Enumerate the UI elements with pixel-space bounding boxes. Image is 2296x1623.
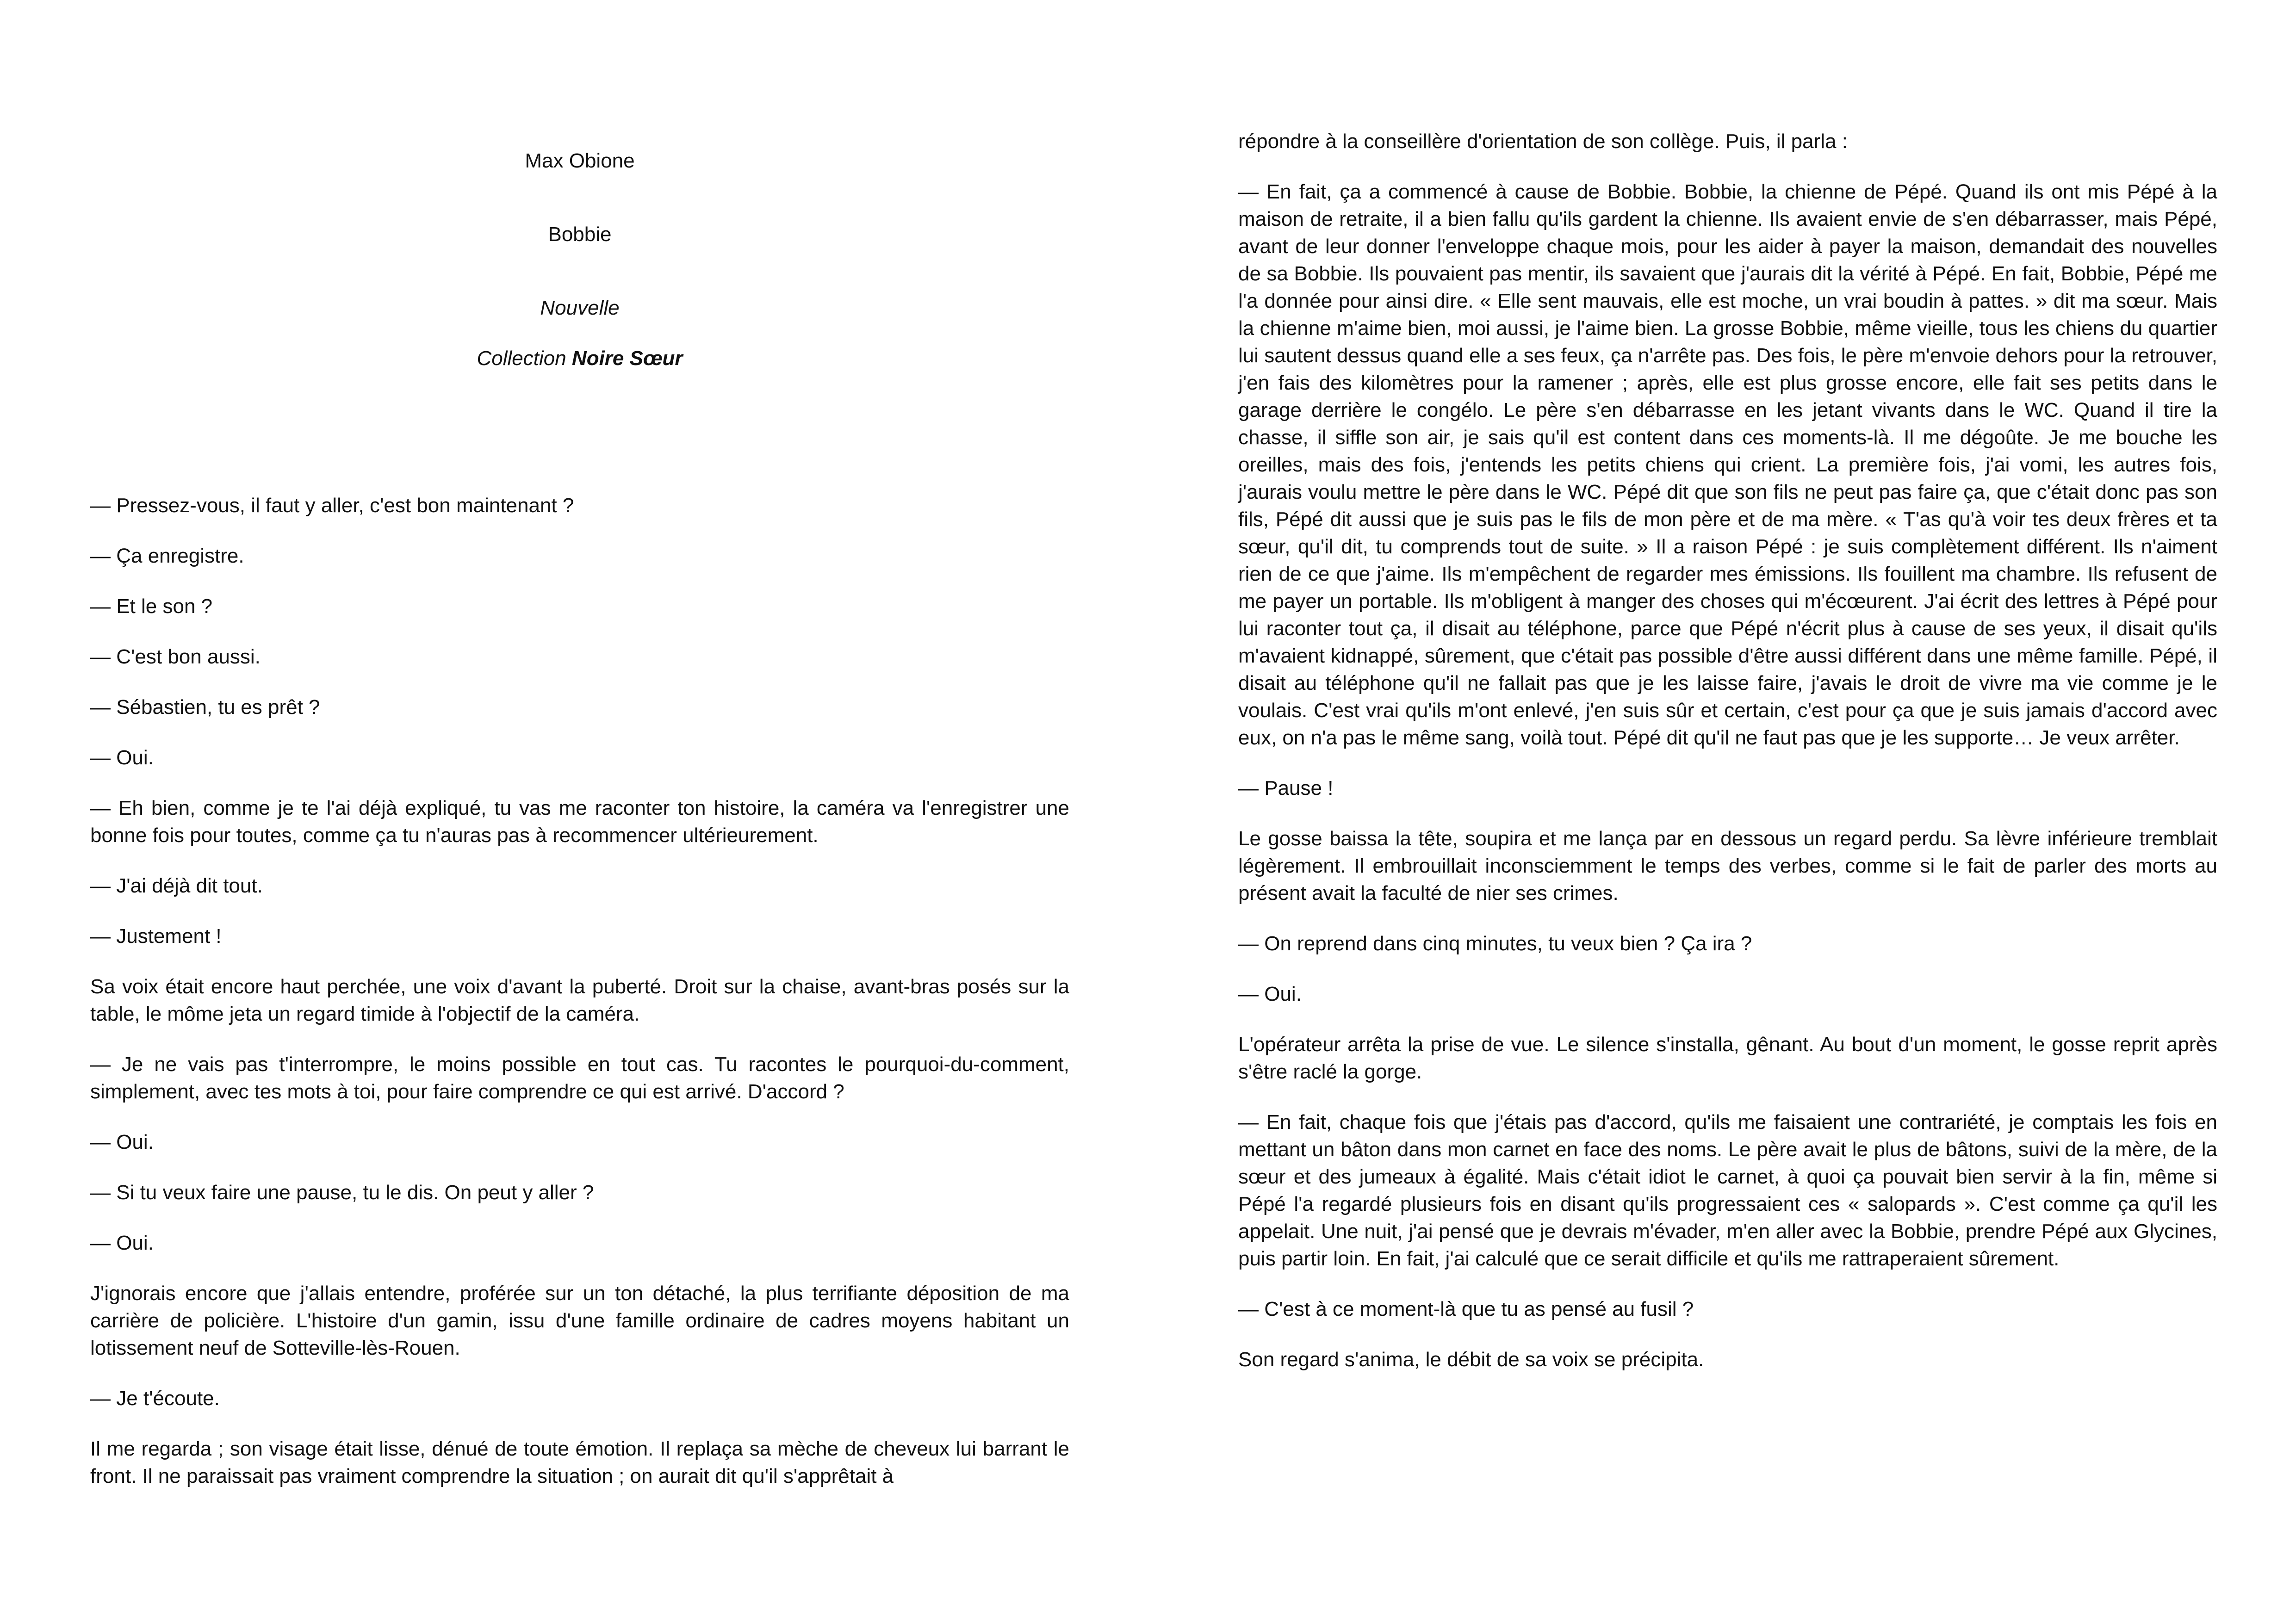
paragraph: — Je ne vais pas t'interrompre, le moins possible en tout cas. Tu racontes le pourquoi-du-comment, simplement, avec tes mots à toi, pour faire comprendre ce qui est arrivé. D'accord ? [90, 1053, 1069, 1103]
title-block [90, 147, 1069, 372]
collection-name: Noire Sœur [571, 347, 683, 370]
paragraph: L'opérateur arrêta la prise de vue. Le silence s'installa, gênant. Au bout d'un moment, le gosse reprit après s'être raclé la gorge. [1238, 1033, 2217, 1083]
paragraph: Son regard s'anima, le débit de sa voix se précipita. [1238, 1348, 1704, 1371]
paragraph: — Justement ! [90, 925, 222, 948]
paragraph: Il me regarda ; son visage était lisse, dénué de toute émotion. Il replaça sa mèche de cheveux lui barrant le front. Il ne paraissait pas vraiment comprendre la situation ; on aurait dit qu'il s'apprêtait à [90, 1437, 1069, 1487]
paragraph: Sa voix était encore haut perchée, une voix d'avant la puberté. Droit sur la chaise, avant-bras posés sur la table, le môme jeta un regard timide à l'objectif de la caméra. [90, 975, 1069, 1025]
paragraph: — Si tu veux faire une pause, tu le dis. On peut y aller ? [90, 1181, 594, 1204]
paragraph: — C'est à ce moment-là que tu as pensé au fusil ? [1238, 1298, 1694, 1320]
paragraph: — Ça enregistre. [90, 545, 244, 567]
genre-label: Nouvelle [540, 297, 620, 319]
paragraph: J'ignorais encore que j'allais entendre, proférée sur un ton détaché, la plus terrifiante déposition de ma carrière de policière. L'histoire d'un gamin, issu d'une famille ordinaire de cadres moyens habitant un lotissement neuf de Sotteville-lès-Rouen. [90, 1282, 1069, 1359]
right-page-text [1238, 128, 2217, 1373]
paragraph: — Pressez-vous, il faut y aller, c'est bon maintenant ? [90, 494, 574, 517]
left-page-text [90, 492, 1069, 1490]
paragraph: Le gosse baissa la tête, soupira et me lança par en dessous un regard perdu. Sa lèvre inférieure tremblait légèrement. Il embrouillait inconsciemment le temps des verbes, comme si le fait de parler des morts au présent avait la faculté de nier ses crimes. [1238, 827, 2217, 904]
paragraph: répondre à la conseillère d'orientation de son collège. Puis, il parla : [1238, 130, 1848, 153]
right-page [1148, 0, 2296, 1623]
paragraph: — C'est bon aussi. [90, 645, 261, 668]
author-name: Max Obione [525, 149, 635, 172]
paragraph: — Oui. [90, 746, 154, 769]
paragraph: — Et le son ? [90, 595, 213, 618]
paragraph: — On reprend dans cinq minutes, tu veux bien ? Ça ira ? [1238, 932, 1752, 955]
story-title: Bobbie [548, 223, 612, 246]
paragraph: — Eh bien, comme je te l'ai déjà expliqué, tu vas me raconter ton histoire, la caméra va l'enregistrer une bonne fois pour toutes, comme ça tu n'auras pas à recommencer ultérieurement. [90, 797, 1069, 847]
collection-line [90, 345, 1069, 372]
paragraph: — Oui. [90, 1232, 154, 1254]
collection-prefix: Collection [477, 347, 572, 370]
paragraph: — Oui. [1238, 983, 1302, 1005]
paragraph: — Oui. [90, 1131, 154, 1153]
paragraph: — En fait, ça a commencé à cause de Bobbie. Bobbie, la chienne de Pépé. Quand ils ont mis Pépé à la maison de retraite, il a bien fallu qu'ils gardent la chienne. Ils avaient envie de s'en débarrasser, mais Pépé, avant de leur donner l'enveloppe chaque mois, pour les aider à payer la maison, demandait des nouvelles de sa Bobbie. Ils pouvaient pas mentir, ils savaient que j'aurais dit la vérité à Pépé. En fait, Bobbie, Pépé me l'a donnée pour ainsi dire. « Elle sent mauvais, elle est moche, un vrai boudin à pattes. » dit ma sœur. Mais la chienne m'aime bien, moi aussi, je l'aime bien. La grosse Bobbie, même vieille, tous les chiens du quartier lui sautent dessus quand elle a ses feux, ça n'arrête pas. Des fois, le père m'envoie dehors pour la retrouver, j'en fais des kilomètres pour la ramener ; après, elle est plus grosse encore, elle fait ses petits dans le garage derrière le congélo. Le père s'en débarrasse en les jetant vivants dans le WC. Quand il tire la chasse, il siffle son air, je sais qu'il est content dans ces moments-là. Il me dégoûte. Je me bouche les oreilles, mais des fois, j'entends les petits chiens qui crient. La première fois, j'ai vomi, les autres fois, j'aurais voulu mettre le père dans le WC. Pépé dit que son fils ne peut pas faire ça, que c'était donc pas son fils, Pépé dit aussi que je suis pas le fils de mon père et de ma mère. « T'as qu'à voir tes deux frères et ta sœur, qu'il dit, tu comprends tout de suite. » Il a raison Pépé : je suis complètement différent. Ils n'aiment rien de ce que j'aime. Ils m'empêchent de regarder mes émissions. Ils fouillent ma chambre. Ils refusent de me payer un portable. Ils m'obligent à manger des choses qui m'écœurent. J'ai écrit des lettres à Pépé pour lui raconter tout ça, il disait au téléphone, parce que Pépé n'écrit plus à cause de ses yeux, il disait qu'ils m'avaient kidnappé, sûrement, que c'était pas possible d'être aussi différent dans une même famille. Pépé, il disait au téléphone qu'il ne fallait pas que je les laisse faire, j'avais le droit de vivre ma vie comme je le voulais. C'est vrai qu'ils m'ont enlevé, j'en suis sûr et certain, c'est pour ça que je suis jamais d'accord avec eux, on n'a pas le même sang, voilà tout. Pépé dit qu'il ne faut pas que je les supporte… Je veux arrêter. [1238, 180, 2217, 749]
paragraph: — Sébastien, tu es prêt ? [90, 696, 320, 719]
paragraph: — En fait, chaque fois que j'étais pas d'accord, qu'ils me faisaient une contrariété, je comptais les fois en mettant un bâton dans mon carnet en face des noms. Le père avait le plus de bâtons, suivi de la mère, de la sœur et des jumeaux à égalité. Mais c'était idiot le carnet, à quoi ça pouvait bien servir à la fin, même si Pépé l'a regardé plusieurs fois en disant qu'ils progressaient ces « salopards ». C'est comme ça qu'il les appelait. Une nuit, j'ai pensé que je devrais m'évader, m'en aller avec la Bobbie, prendre Pépé aux Glycines, puis partir loin. En fait, j'ai calculé que ce serait difficile et qu'ils me rattraperaient sûrement. [1238, 1111, 2217, 1270]
paragraph: — Pause ! [1238, 777, 1334, 799]
paragraph: — J'ai déjà dit tout. [90, 874, 263, 897]
paragraph: — Je t'écoute. [90, 1387, 220, 1410]
